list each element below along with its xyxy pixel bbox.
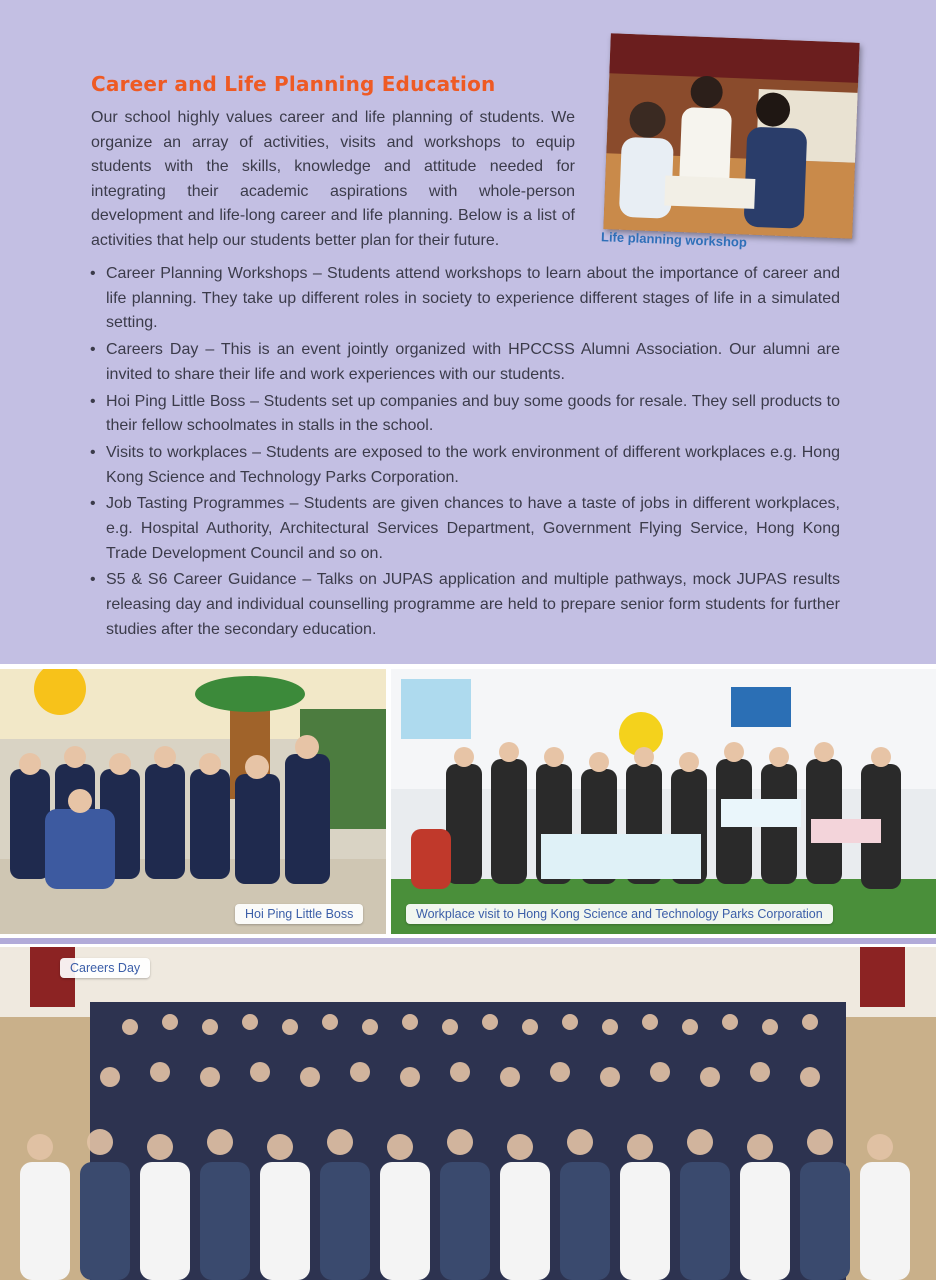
list-item-text: Visits to workplaces – Students are exposed to the work environment of different workplaces e.g. Hong Kong Science and Technology Parks Corporation.	[106, 443, 840, 486]
list-item-text: Careers Day – This is an event jointly organized with HPCCSS Alumni Association. Our alumni are invited to share their life and work experiences with our students.	[106, 341, 840, 383]
bullet-icon: •	[90, 265, 96, 282]
list-item-text: S5 & S6 Career Guidance – Talks on JUPAS application and multiple pathways, mock JUPAS results releasing day and individual counselling programme are held to prepare senior form students for further studies after the secondary education.	[106, 571, 840, 638]
bullet-icon: •	[90, 392, 96, 410]
list-item-text: Career Planning Workshops – Students attend workshops to learn about the importance of career and life planning. They take up different roles in society to experience different stages of life in a simulated setting.	[106, 265, 840, 332]
bullet-icon: •	[90, 443, 96, 461]
list-item-text: Hoi Ping Little Boss – Students set up companies and buy some goods for resale. They sell products to their fellow schoolmates in stalls in the school.	[106, 392, 840, 435]
list-item	[90, 492, 840, 566]
activity-list	[90, 262, 840, 645]
boss-caption: Hoi Ping Little Boss	[235, 904, 363, 924]
bullet-icon: •	[90, 341, 96, 359]
list-item	[90, 338, 840, 387]
list-item-text: Job Tasting Programmes – Students are given chances to have a taste of jobs in different workplaces, e.g. Hospital Authority, Architectural Services Department, Government Flying Service, Hong Kong Trade Development Council and so on.	[106, 495, 840, 562]
bullet-icon: •	[90, 495, 96, 513]
workshop-caption: Life planning workshop	[600, 229, 748, 250]
intro-paragraph: Our school highly values career and life planning of students. We organize an array of activities, visits and workshops to equip students with the skills, knowledge and attitude needed for integrating their academic aspirations with whole-person development and life-long career and life planning. Below is a list of activities that help our students better plan for their future.	[91, 109, 575, 249]
divider	[0, 938, 936, 944]
list-item	[90, 262, 840, 336]
list-item	[90, 568, 840, 642]
little-boss-photo	[0, 669, 386, 934]
careers-day-photo	[0, 947, 936, 1280]
list-item	[90, 390, 840, 439]
careers-day-caption: Careers Day	[60, 958, 150, 978]
section-heading: Career and Life Planning Education	[91, 72, 496, 96]
bullet-icon: •	[90, 571, 96, 589]
life-planning-workshop-photo	[603, 33, 859, 238]
science-park-visit-photo	[391, 669, 936, 934]
visit-caption: Workplace visit to Hong Kong Science and Technology Parks Corporation	[406, 904, 833, 924]
list-item	[90, 441, 840, 490]
